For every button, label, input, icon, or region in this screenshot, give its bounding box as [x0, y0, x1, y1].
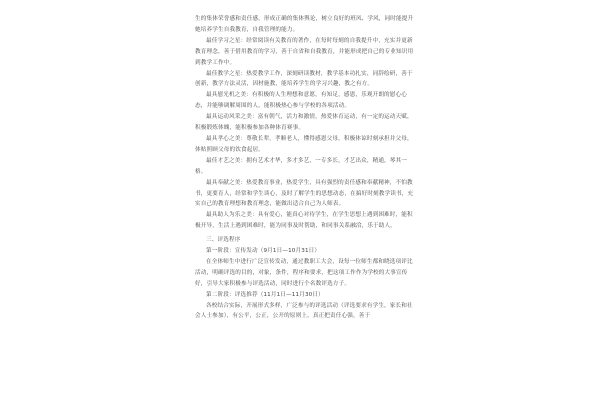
paragraph-sports-beauty: 最具运动风采之美：富有朝气，活力和激情，热爱体育运动，有一定的运动天赋，积极锻炼体魄，能积极参加各种体育赛事。	[195, 114, 413, 132]
paragraph-stage-two: 各校结合实际，开展形式多样，广泛参与的评选活动（评选要求有学生，家长和社会人士参加），有公平，公正，公开的原则上，真正把责任心强，善于	[195, 302, 413, 320]
paragraph-filial-beauty: 最具孝心之美：尊敬长辈，孝顺老人，懂得感恩父母，积极体谅时刻承担并父母，体贴照顾父母的饮食起居。	[195, 135, 413, 153]
stage-one-heading: 第一阶段：宣传发动（9月1日—10月31日）	[206, 248, 321, 255]
paragraph-helpful-beauty: 最具助人为乐之美：具有爱心，能真心对待学生，在学生思想上遇到困难时，能积极开导，生活上遇到困难时，能为同事及时帮助，和同事关系融洽，乐于助人。	[195, 212, 413, 230]
paragraph-best-teaching-star: 最佳教学之星：热爱教学工作，深刻研读教材，教学基本功扎实，同辞绘研，善于创新，教学方法灵活，因材施教，能培养学生的学习兴趣，教之有方。	[195, 70, 413, 88]
section-heading-selection-procedure: 三、评选程序	[206, 237, 241, 244]
paragraph-talent-beauty: 最佳才艺之美：拥有艺术才华，多才多艺，一专多长，才艺出众，精通，琴其一格。	[195, 157, 408, 175]
paragraph-best-learning-star: 最佳学习之星：经常阅读有关教育的著作，在每时每刻的自我提升中，充实并更新教育理念，善于借用教育的学习，善于自省和自我教育，并能形成把自己的专业知识用到教学工作中。	[195, 37, 414, 66]
paragraph-intro-continuation: 生的集体荣誉感和责任感，形成正确的集体舆论，树立良好的班风、学风，同时能提升她培养学生自我教育，自我管理的能力。	[195, 16, 414, 33]
document-body	[195, 14, 417, 322]
stage-two-heading: 第二阶段：评选推荐（11月1日—11月30日）	[206, 291, 324, 298]
paragraph-sunshine-beauty: 最具慰光机之美：有积极的人生理想和意愿，有知足，感恩，乐观开朗的慰心心态，并能够调解周围的人，能积极热心参与学校的各项活动。	[195, 92, 408, 110]
paragraph-dedication-beauty: 最具奉献之美：热爱教育事业，热爱学生，具有强烈的责任感和奉献精神，不怕教书，更要育人，经常和学生谈心，及时了解学生的思想动态，在搞好时刻教学读书，充实自己的教育理想和教育理念，能做出适合自己为人师表。	[195, 179, 414, 208]
paragraph-stage-one: 在全体师生中进行广泛宣传发动，通过教职工大会，设每一位师生都和晓选项评比活动，明确评选的目的，对象，条件，程序和要求，把这项工作作为学校的大事宣传好，引导大家积极参与评选活动，同时进行个名数评选方子。	[195, 258, 413, 287]
